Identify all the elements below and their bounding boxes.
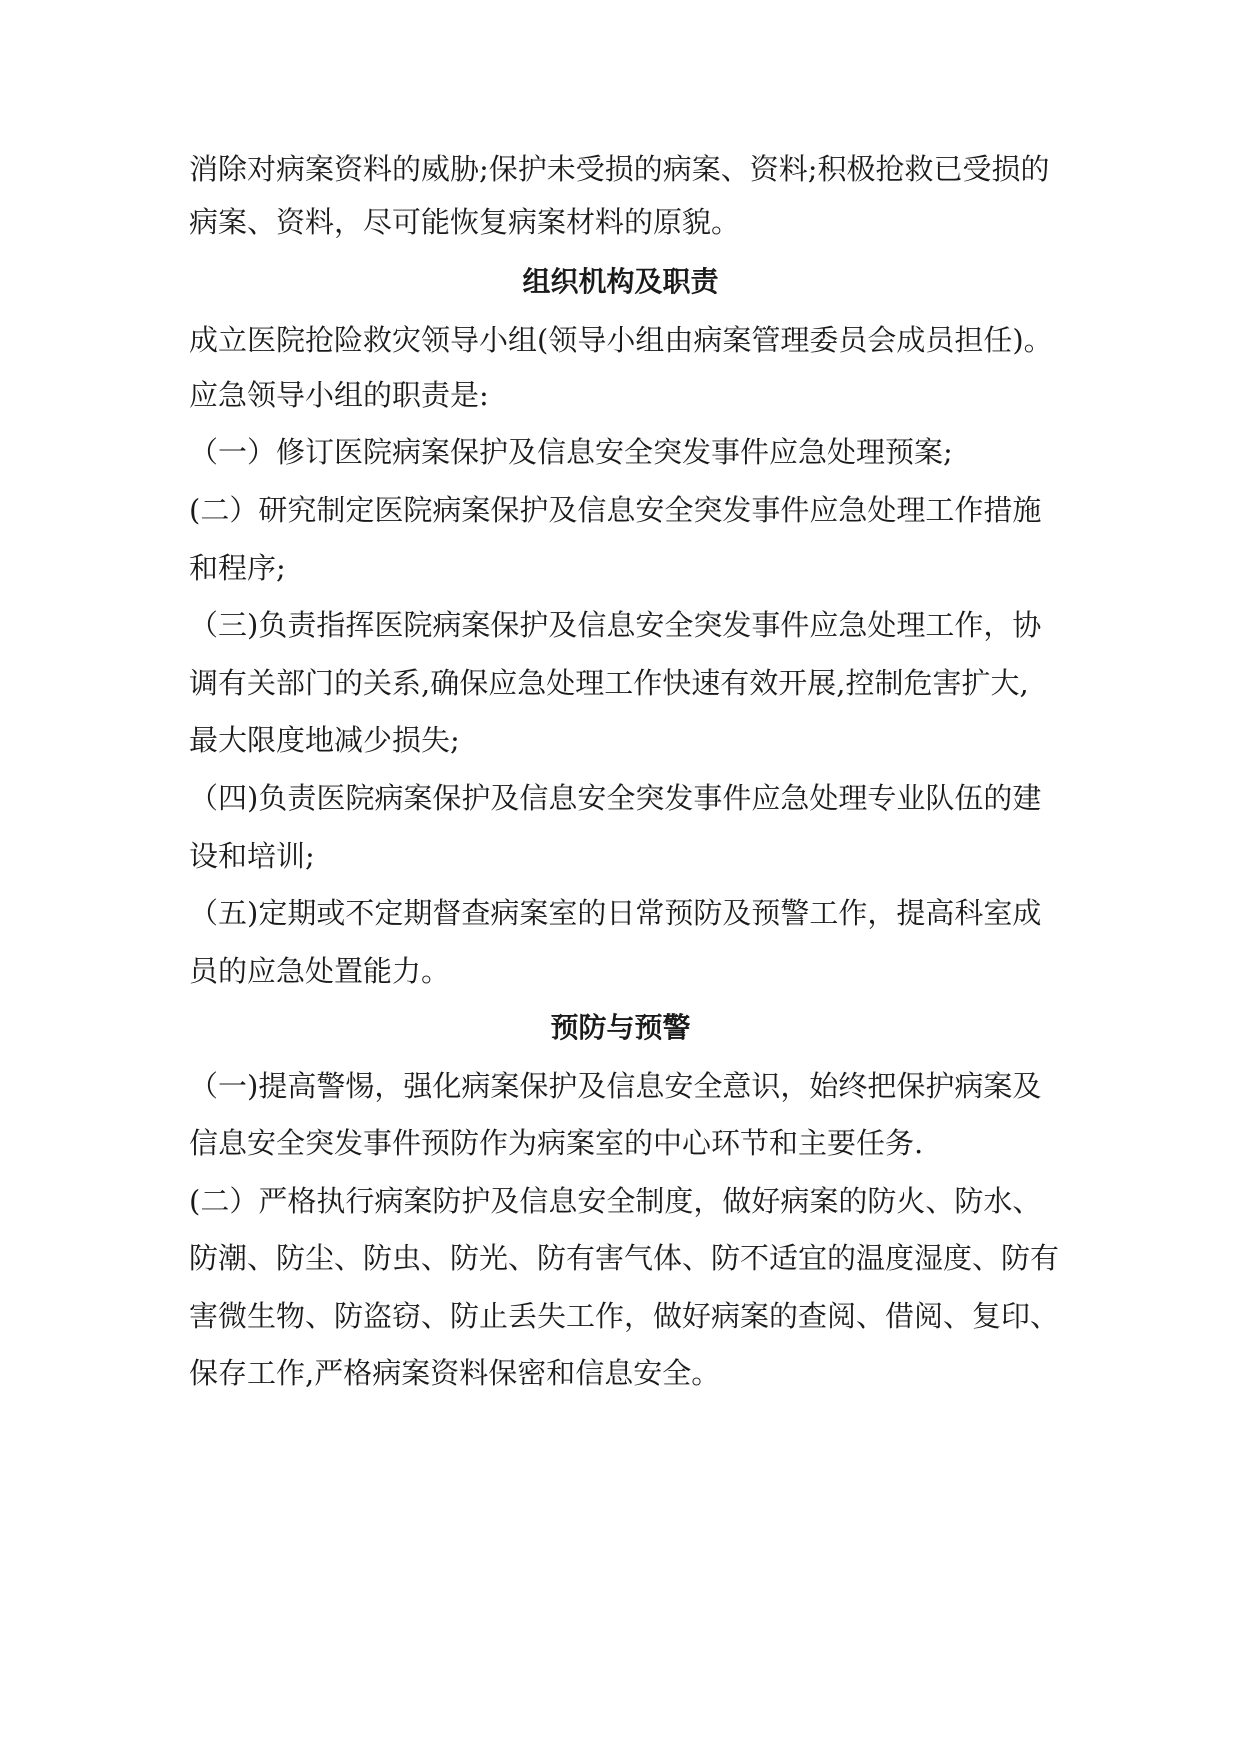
paragraph-line: 消除对病案资料的威胁;保护未受损的病案、资料;积极抢救已受损的 xyxy=(189,152,1050,186)
paragraph-line: 病案、资料，尽可能恢复病案材料的原貌。 xyxy=(189,205,741,239)
list-item-line: 调有关部门的关系,确保应急处理工作快速有效开展,控制危害扩大, xyxy=(189,666,1029,700)
paragraph-line: 应急领导小组的职责是: xyxy=(189,378,489,412)
section-heading-prevention: 预防与预警 xyxy=(550,1011,691,1044)
list-item-line: 和程序; xyxy=(189,551,286,585)
list-item-line: （四)负责医院病案保护及信息安全突发事件应急处理专业队伍的建 xyxy=(189,781,1042,815)
list-item-line: 信息安全突发事件预防作为病案室的中心环节和主要任务. xyxy=(189,1126,924,1160)
list-item-line: （一）修订医院病案保护及信息安全突发事件应急处理预案; xyxy=(189,435,953,469)
list-item-line: （一)提高警惕，强化病案保护及信息安全意识，始终把保护病案及 xyxy=(189,1069,1042,1103)
list-item-line: （三)负责指挥医院病案保护及信息安全突发事件应急处理工作，协 xyxy=(189,608,1042,642)
list-item-line: 防潮、防尘、防虫、防光、防有害气体、防不适宜的温度湿度、防有 xyxy=(189,1241,1060,1275)
paragraph-line: 成立医院抢险救灾领导小组(领导小组由病案管理委员会成员担任)。 xyxy=(189,323,1053,357)
list-item-line: (二）研究制定医院病案保护及信息安全突发事件应急处理工作措施 xyxy=(189,493,1042,527)
list-item-line: （五)定期或不定期督查病案室的日常预防及预警工作，提高科室成 xyxy=(189,896,1042,930)
list-item-line: 设和培训; xyxy=(189,839,315,873)
list-item-line: (二）严格执行病案防护及信息安全制度，做好病案的防火、防水、 xyxy=(189,1184,1042,1218)
list-item-line: 保存工作,严格病案资料保密和信息安全。 xyxy=(189,1356,721,1390)
list-item-line: 员的应急处置能力。 xyxy=(189,954,451,988)
list-item-line: 最大限度地减少损失; xyxy=(189,723,460,757)
list-item-line: 害微生物、防盗窃、防止丢失工作，做好病案的查阅、借阅、复印、 xyxy=(189,1299,1060,1333)
section-heading-organization: 组织机构及职责 xyxy=(522,265,719,298)
